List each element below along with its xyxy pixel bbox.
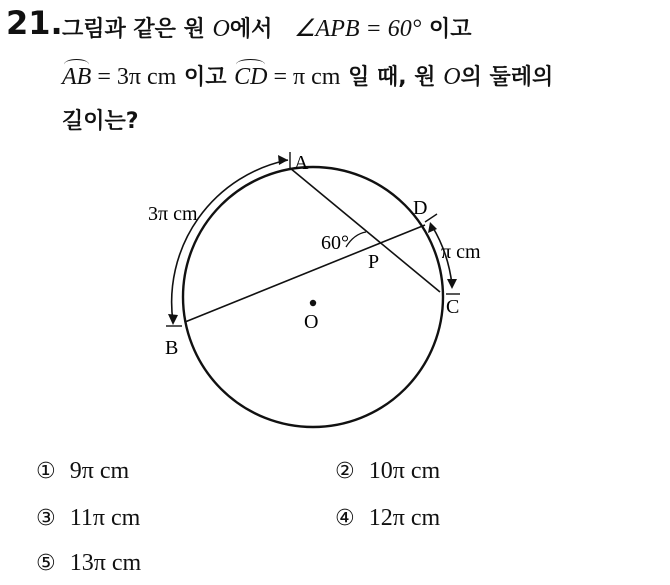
question-number: 21. (6, 4, 63, 42)
arrowhead-a (278, 155, 288, 165)
choice-5[interactable] (36, 550, 141, 577)
choice-1-mark: ① (36, 459, 56, 484)
choice-2-mark: ② (335, 459, 355, 484)
q1-post: 이고 (421, 17, 472, 42)
q2-mid: 이고 (176, 65, 235, 90)
choice-3[interactable] (36, 505, 140, 532)
choice-1-value: 9π cm (69, 458, 130, 484)
choice-4[interactable] (335, 505, 440, 532)
q1-mid: 에서 (229, 17, 281, 42)
q2-circle-o: O (443, 64, 461, 90)
angle-arc (346, 232, 366, 247)
q2-post: 일 때, 원 (340, 65, 444, 90)
arc-ab: AB (62, 64, 92, 90)
choice-4-value: 12π cm (368, 505, 441, 531)
q2-end: 의 둘레의 (460, 65, 554, 90)
q1-circle-o: O (212, 16, 230, 42)
arc-cd-value: = π cm (267, 64, 341, 90)
label-d: D (413, 197, 428, 219)
choice-3-value: 11π cm (69, 505, 141, 531)
label-c: C (446, 296, 460, 318)
arc-cd: CD (234, 64, 268, 90)
label-o: O (304, 311, 319, 333)
circle-o (183, 167, 443, 427)
choice-1[interactable] (36, 458, 129, 485)
chord-ac (290, 168, 440, 292)
choice-5-mark: ⑤ (36, 551, 56, 576)
arrowhead-c (447, 279, 457, 289)
choice-3-mark: ③ (36, 506, 56, 531)
label-p: P (368, 251, 380, 273)
q1-angle: ∠APB = 60° (294, 16, 422, 42)
choice-4-mark: ④ (335, 506, 355, 531)
choice-2-value: 10π cm (368, 458, 441, 484)
label-arc-ab: 3π cm (148, 203, 198, 225)
arrowhead-b (168, 314, 178, 325)
label-arc-cd: π cm (441, 241, 481, 263)
center-dot (310, 300, 316, 306)
choice-5-value: 13π cm (69, 550, 142, 576)
arc-ab-value: = 3π cm (91, 64, 177, 90)
label-a: A (294, 152, 309, 174)
q1-pre: 그림과 같은 원 (62, 17, 213, 42)
arc-ab-arrow (172, 160, 288, 322)
label-b: B (165, 337, 179, 359)
question-line-3: 길이는? (62, 109, 139, 134)
label-angle: 60° (321, 232, 349, 254)
choice-2[interactable] (335, 458, 440, 485)
chord-bd (185, 225, 425, 322)
